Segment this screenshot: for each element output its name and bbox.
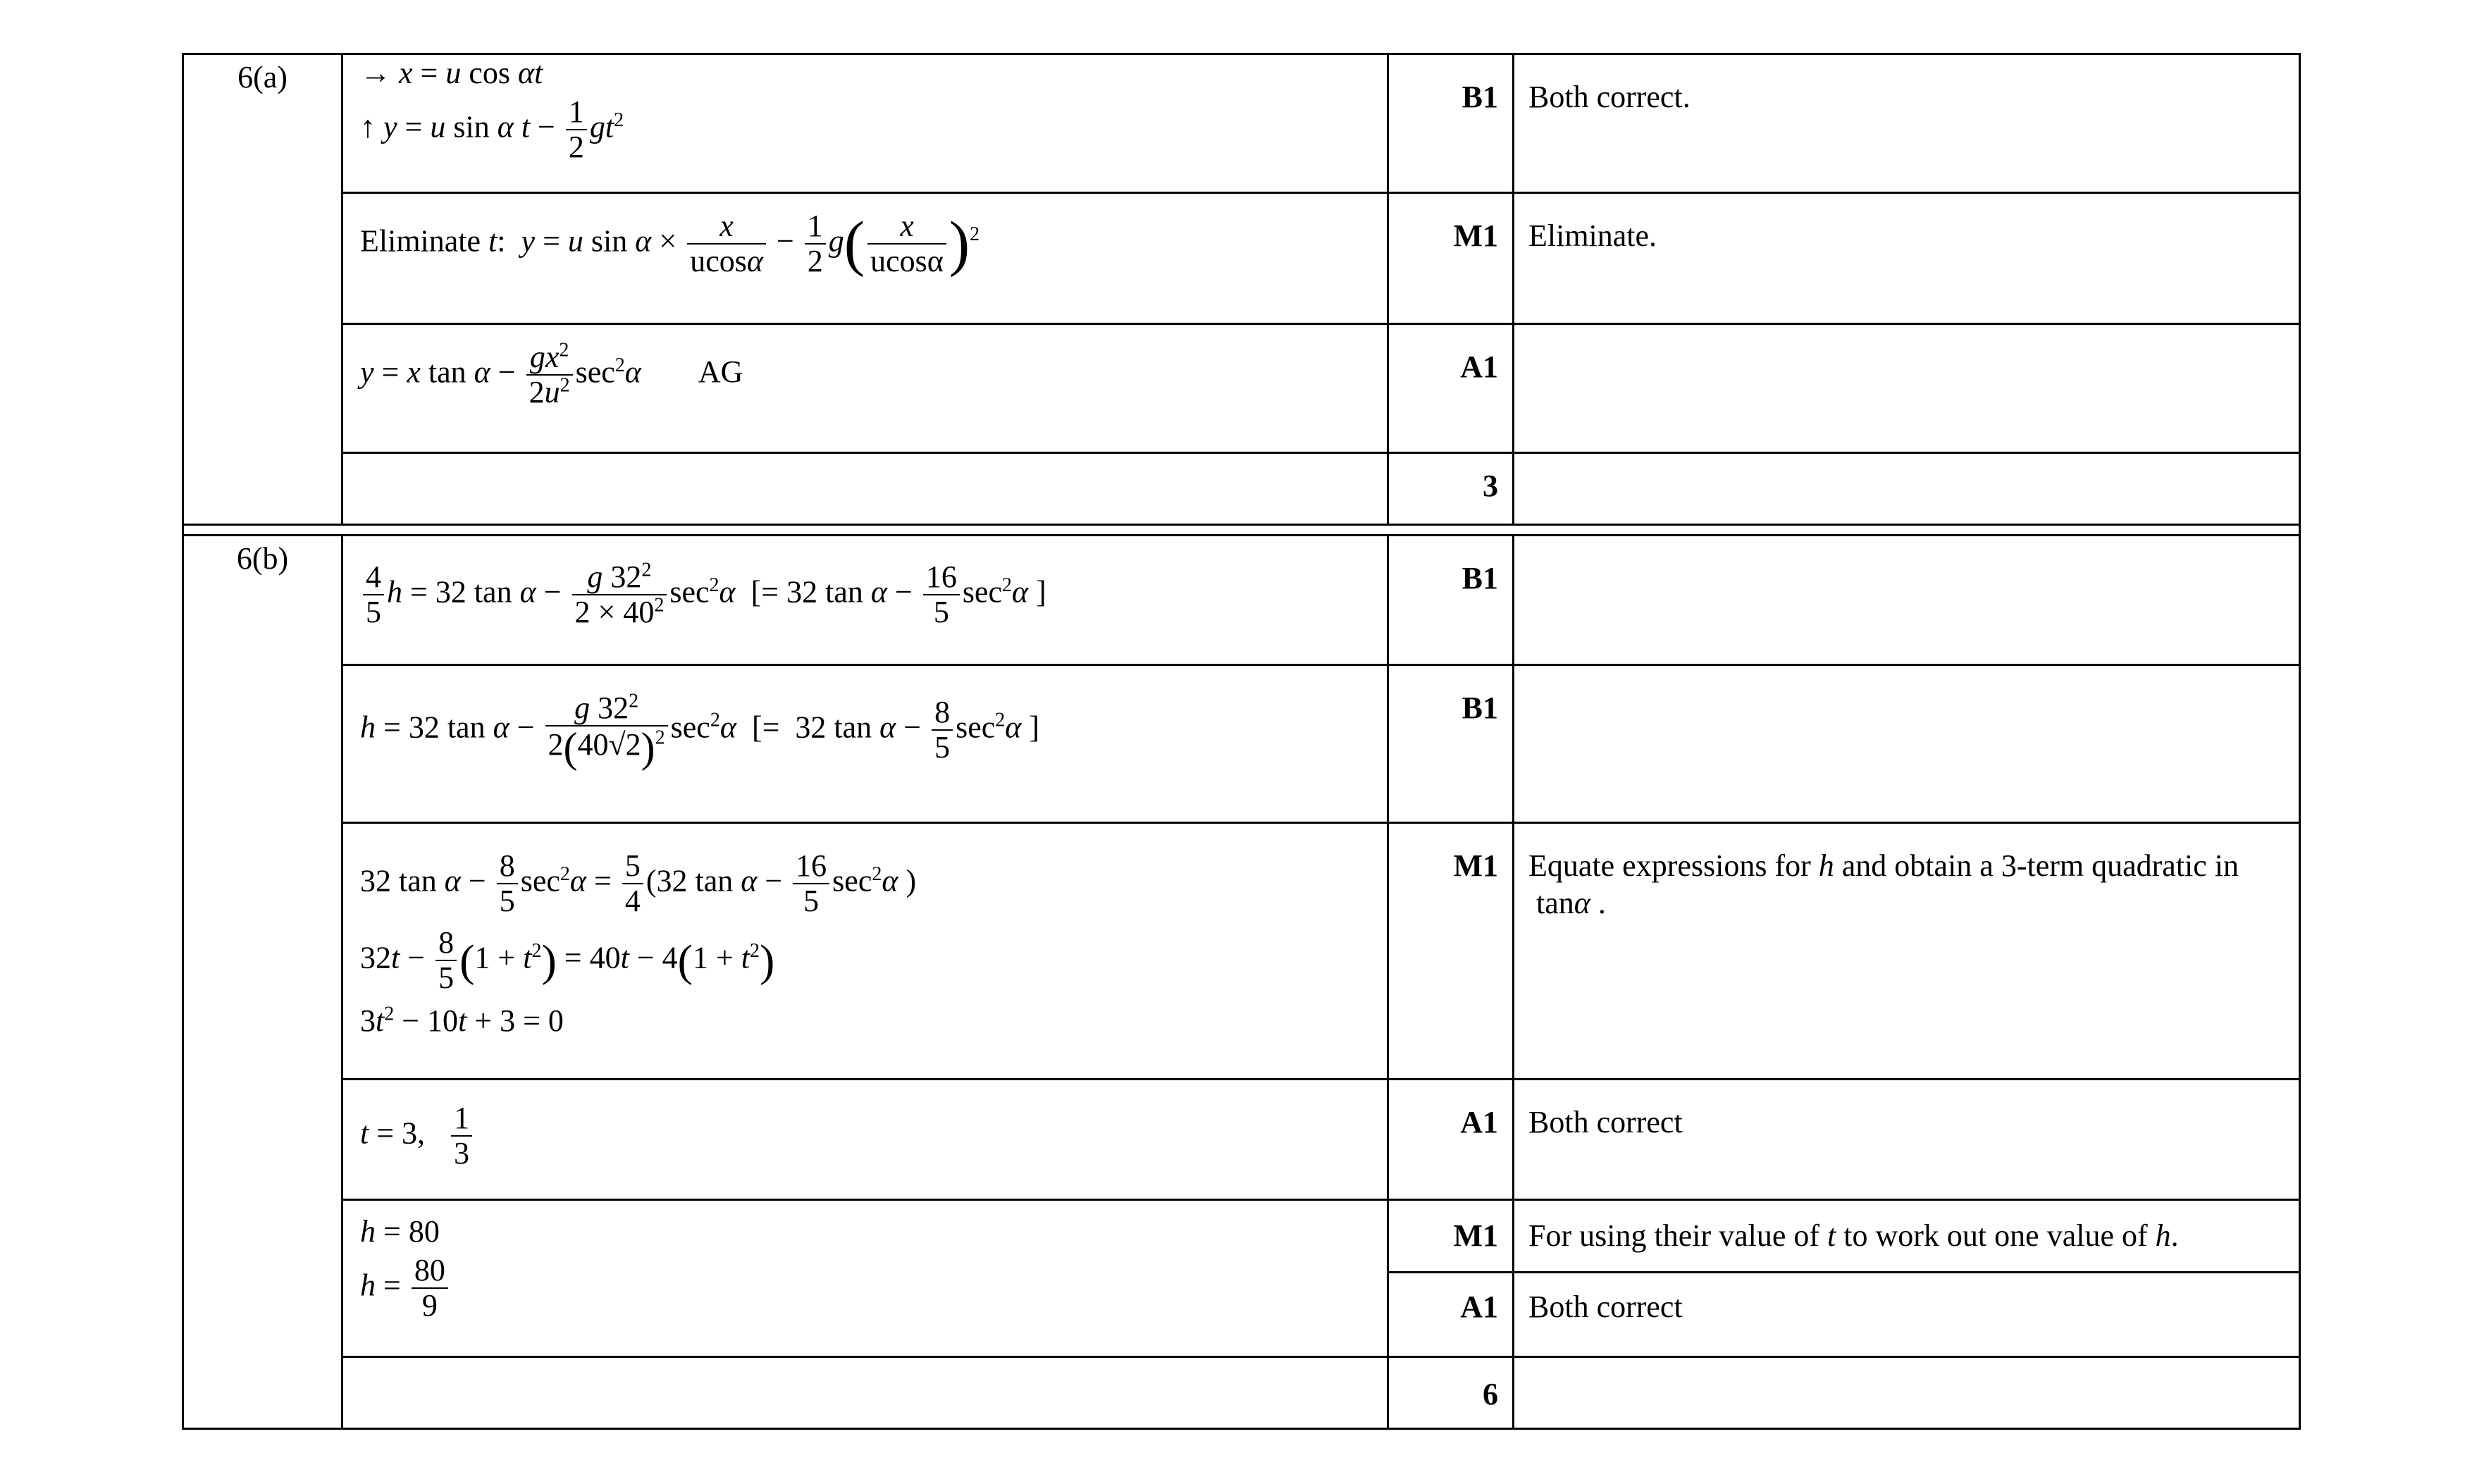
working-6b-3: 32 tan α − $\frac{8}{5}$ $\sec^2\alpha$ = $\frac{5}{4}$ (32 tan α − $\frac{16}{5}$ $\sec^2\alpha$ ) 32t − $\frac{8}{5}$ $(1 + t^2) = 40t - 4(1 + t^2)$ $3t^2 - 10t + 3 = 0$ [342, 823, 1388, 1080]
mark-6a-2: M1 [1388, 193, 1514, 324]
comment-6b-3-post: and obtain a 3-term quadratic in [1834, 848, 2239, 883]
comment-6b-4: Both correct [1514, 1080, 2300, 1200]
working-6b-1: $\frac{4}{5}$ h = 32 tan α − $\frac{g 32^2}{2 \times 40^2}$ $\sec^2\alpha$ [= 32 tan α − $\frac{16}{5}$ $\sec^2\alpha$ ] [342, 536, 1388, 665]
comment-6a-1: Both correct. [1514, 54, 2300, 193]
q6a-row-3 [183, 324, 2300, 453]
q6b-row-5 [183, 1200, 2300, 1273]
mark-6b-3: M1 [1388, 823, 1514, 1080]
comment-6b-2 [1514, 665, 2300, 823]
working-6a-2: Eliminate t: y = u sin α × $\frac{x}{ucos\alpha}$ − $\frac{1}{2}$ g( $\frac{x}{ucos\alpha}$ )$^2$ [342, 193, 1388, 324]
comment-6b-6: Both correct [1514, 1273, 2300, 1357]
comment-6b-5-pre: For using their value of [1528, 1218, 1828, 1253]
comment-6a-3 [1514, 324, 2300, 453]
mark-6b-total: 6 [1388, 1357, 1514, 1429]
comment-6b-5-mid: to work out one value of [1836, 1218, 2156, 1253]
mark-6b-2: B1 [1388, 665, 1514, 823]
comment-6b-3-var: h [1818, 848, 1834, 883]
comment-6b-3-pre: Equate expressions for [1528, 848, 1819, 883]
working-6b-5: h = 80 h = $\frac{80}{9}$ [342, 1200, 1388, 1357]
question-label-6a: 6(a) [183, 54, 342, 525]
mark-6a-total: 3 [1388, 453, 1514, 525]
q6b-total-row [183, 1357, 2300, 1429]
mark-6b-6: A1 [1388, 1273, 1514, 1357]
comment-6b-3: Equate expressions for h and obtain a 3-term quadratic in tanα . [1514, 823, 2300, 1080]
comment-6a-total [1514, 453, 2300, 525]
question-label-6b: 6(b) [183, 536, 342, 1429]
comment-6b-5 [1514, 1200, 2300, 1273]
working-6a-3: y = x tan α − $\frac{gx^2}{2u^2}$ $\sec^2\alpha$ AG [342, 324, 1388, 453]
q6b-row-1 [183, 536, 2300, 665]
ag-label: AG [698, 354, 743, 390]
working-6b-2: h = 32 tan α − $\frac{g 32^2}{2(40√2)^2}$ $\sec^2\alpha$ [= 32 tan α − $\frac{8}{5}$ $\sec^2\alpha$ ] [342, 665, 1388, 823]
q6b-row-4 [183, 1080, 2300, 1200]
comment-6b-5-var: t [1827, 1218, 1836, 1253]
working-6b-total [342, 1357, 1388, 1429]
comment-6b-5-post: . [2170, 1218, 2179, 1253]
q6a-row-2 [183, 193, 2300, 324]
comment-6b-5-var2: h [2155, 1218, 2171, 1253]
q6b-row-2 [183, 665, 2300, 823]
eliminate-label: Eliminate [360, 223, 481, 259]
comment-6b-total [1514, 1357, 2300, 1429]
mark-scheme-table [182, 53, 2301, 1430]
q6a-row-1 [183, 54, 2300, 193]
working-6a-1: → x = u cos αt ↑ y = u sin α t − $\frac{1}{2}$ $gt^2$ [342, 54, 1388, 193]
q6b-row-3 [183, 823, 2300, 1080]
q6a-total-row [183, 453, 2300, 525]
mark-6b-1: B1 [1388, 536, 1514, 665]
working-6a-total [342, 453, 1388, 525]
mark-6a-1: B1 [1388, 54, 1514, 193]
comment-6b-1 [1514, 536, 2300, 665]
section-separator [183, 525, 2300, 536]
comment-6a-2: Eliminate. [1514, 193, 2300, 324]
working-6b-4: t = 3, $\frac{1}{3}$ [342, 1080, 1388, 1200]
mark-6a-3: A1 [1388, 324, 1514, 453]
mark-6b-5: M1 [1388, 1200, 1514, 1273]
mark-6b-4: A1 [1388, 1080, 1514, 1200]
